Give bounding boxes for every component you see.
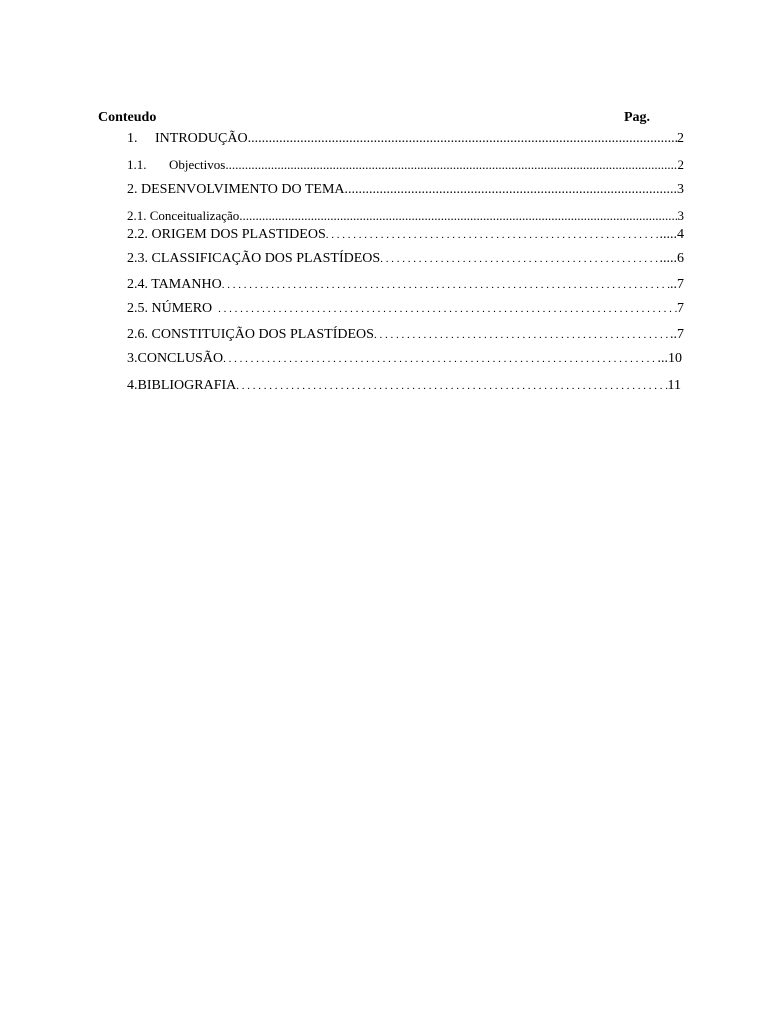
toc-entry-constituicao bbox=[127, 326, 684, 344]
toc-entry-page: 7 bbox=[677, 301, 684, 316]
toc-entry-title: 2.4. TAMANHO bbox=[127, 277, 222, 292]
toc-heading: Conteudo bbox=[98, 110, 157, 125]
toc-entry-objectivos bbox=[127, 156, 684, 174]
toc-entry-desenvolvimento bbox=[127, 181, 684, 199]
toc-entry-title: Objectivos bbox=[169, 157, 226, 172]
toc-entry-classificacao bbox=[127, 250, 684, 268]
toc-entry-title: 4.BIBLIOGRAFIA bbox=[127, 378, 237, 393]
toc-entry-page: 2 bbox=[677, 131, 684, 146]
toc-entry-introducao bbox=[127, 130, 684, 148]
toc-leader-dots bbox=[218, 300, 677, 318]
toc-leader-dots bbox=[326, 226, 660, 244]
toc-entry-number: 1. bbox=[127, 131, 138, 146]
toc-header bbox=[98, 110, 650, 130]
toc-page-heading: Pag. bbox=[623, 110, 650, 125]
toc-entry-number: 1.1. bbox=[127, 157, 147, 172]
toc-leader-dots bbox=[345, 181, 677, 199]
toc-entry-tamanho bbox=[127, 276, 684, 294]
toc-entry-page: 2 bbox=[677, 157, 684, 172]
toc-entry-title: 3.CONCLUSÃO bbox=[127, 351, 224, 366]
toc-entry-page: 11 bbox=[667, 378, 681, 393]
toc-entry-title: 2.6. CONSTITUIÇÃO DOS PLASTÍDEOS bbox=[127, 327, 374, 342]
toc-entry-page: ...10 bbox=[657, 351, 682, 366]
toc-entry-title: 2. DESENVOLVIMENTO DO TEMA bbox=[127, 182, 345, 197]
toc-entry-page: 3 bbox=[677, 182, 684, 197]
toc-entry-page: .....6 bbox=[659, 251, 684, 266]
toc-leader-dots bbox=[236, 377, 667, 395]
toc-leader-dots bbox=[239, 207, 677, 225]
toc-entry-bibliografia bbox=[127, 377, 681, 395]
toc-entry-title: 2.5. NÚMERO bbox=[127, 301, 213, 316]
toc-leader-dots bbox=[223, 350, 657, 368]
toc-entry-page: ..7 bbox=[670, 277, 684, 292]
toc-entry-conceitualizacao bbox=[127, 207, 684, 225]
toc-leader-dots bbox=[222, 276, 670, 294]
toc-leader-dots bbox=[374, 326, 670, 344]
toc-entry-page: ..7 bbox=[670, 327, 684, 342]
toc-leader-dots bbox=[225, 156, 677, 174]
toc-leader-dots bbox=[380, 250, 659, 268]
toc-entry-conclusao bbox=[127, 350, 682, 368]
toc-leader-dots bbox=[248, 130, 677, 148]
toc-entry-origem bbox=[127, 226, 684, 244]
toc-entry-page: 3 bbox=[677, 208, 684, 223]
toc-entry-page: .....4 bbox=[659, 227, 684, 242]
toc-entry-numero bbox=[127, 300, 684, 318]
toc-entry-title: 2.2. ORIGEM DOS PLASTIDEOS bbox=[127, 227, 326, 242]
toc-entry-title: 2.1. Conceitualização bbox=[127, 208, 240, 223]
toc-entry-title: 2.3. CLASSIFICAÇÃO DOS PLASTÍDEOS bbox=[127, 251, 381, 266]
toc-entry-title: INTRODUÇÃO bbox=[155, 131, 248, 146]
